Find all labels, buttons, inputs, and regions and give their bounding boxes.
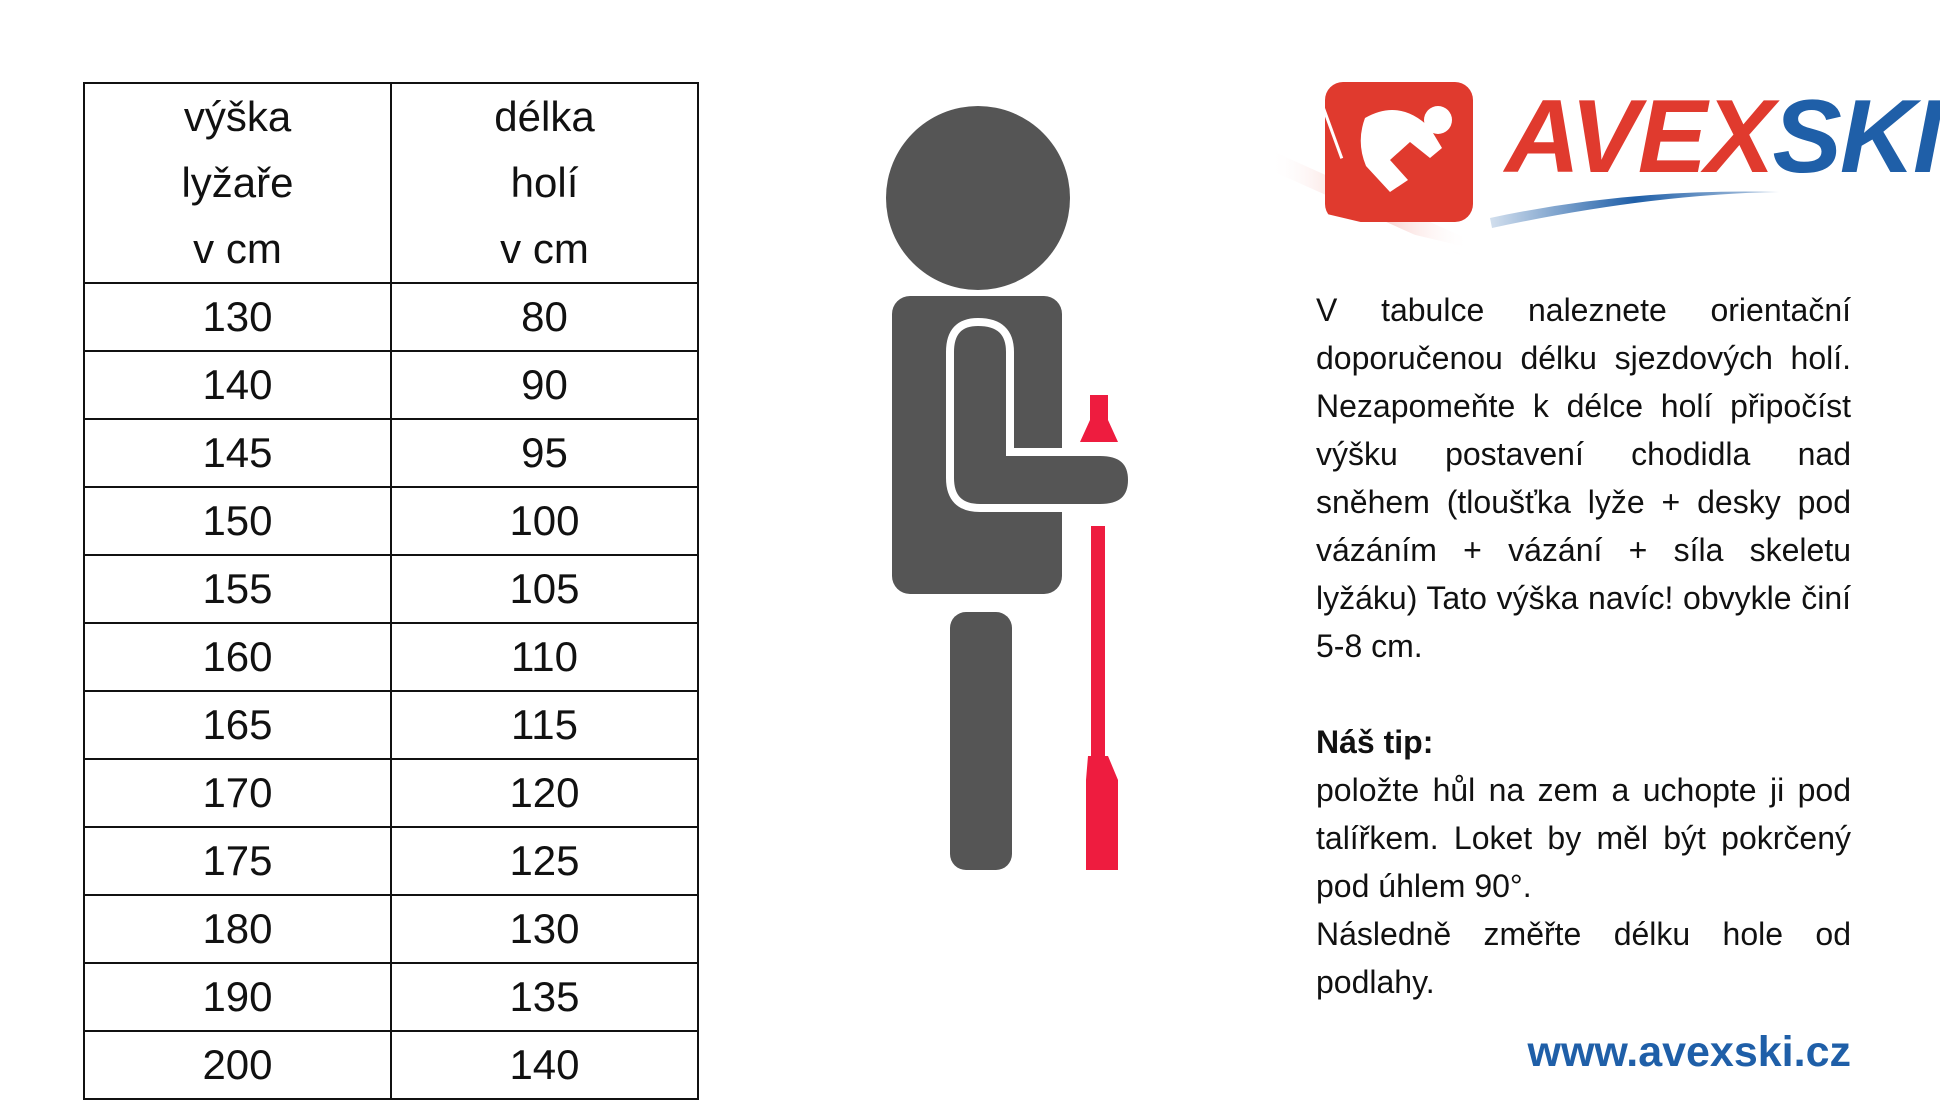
tip-text: položte hůl na zem a uchopte ji pod talířkem. Loket by měl být pokrčený pod úhlem 90°. <box>1316 772 1851 904</box>
pole-grip <box>1080 395 1118 442</box>
cell-pole-length: 125 <box>391 827 698 895</box>
table-row <box>84 691 698 759</box>
cell-skier-height: 170 <box>84 759 391 827</box>
logo-swoosh <box>1490 192 1780 228</box>
header-line: v cm <box>193 225 282 272</box>
cell-skier-height: 145 <box>84 419 391 487</box>
table-header-row <box>84 83 698 283</box>
table-row <box>84 827 698 895</box>
cell-pole-length: 100 <box>391 487 698 555</box>
cell-skier-height: 130 <box>84 283 391 351</box>
figure-head <box>886 106 1070 290</box>
cell-pole-length: 140 <box>391 1031 698 1099</box>
table-row <box>84 895 698 963</box>
table-row <box>84 623 698 691</box>
cell-skier-height: 180 <box>84 895 391 963</box>
table-row <box>84 1031 698 1099</box>
cell-skier-height: 140 <box>84 351 391 419</box>
header-skier-height <box>84 83 391 283</box>
cell-skier-height: 160 <box>84 623 391 691</box>
header-line: výška <box>183 93 292 140</box>
logo-wordmark <box>1505 79 1940 195</box>
table-row <box>84 351 698 419</box>
cell-pole-length: 110 <box>391 623 698 691</box>
pole-shaft <box>1091 526 1105 756</box>
cell-pole-length: 115 <box>391 691 698 759</box>
pole-size-table <box>83 82 699 1100</box>
cell-skier-height: 200 <box>84 1031 391 1099</box>
cell-pole-length: 90 <box>391 351 698 419</box>
header-pole-length <box>391 83 698 283</box>
tip-text-2: Následně změřte délku hole od podlahy. <box>1316 916 1851 1000</box>
logo-word-avex: AVEX <box>1505 79 1773 195</box>
logo-square <box>1325 82 1473 222</box>
cell-pole-length: 130 <box>391 895 698 963</box>
website-link[interactable]: www.avexski.cz <box>1527 1028 1851 1076</box>
paragraph-spacer <box>1316 670 1851 718</box>
header-line: v cm <box>500 225 589 272</box>
cell-skier-height: 175 <box>84 827 391 895</box>
figure-leg <box>950 612 1012 870</box>
table-row <box>84 759 698 827</box>
cell-pole-length: 120 <box>391 759 698 827</box>
cell-pole-length: 80 <box>391 283 698 351</box>
table-row <box>84 487 698 555</box>
info-text-block <box>1316 286 1851 1006</box>
table-row <box>84 555 698 623</box>
header-line: délka <box>494 93 595 140</box>
table-row <box>84 283 698 351</box>
tip-title: Náš tip: <box>1316 724 1434 760</box>
header-line: holí <box>510 159 579 206</box>
table-row <box>84 963 698 1031</box>
cell-skier-height: 155 <box>84 555 391 623</box>
cell-skier-height: 150 <box>84 487 391 555</box>
header-line: lyžaře <box>181 159 294 206</box>
table-row <box>84 419 698 487</box>
info-paragraph: V tabulce naleznete orientační doporučenou délku sjezdových holí. Nezapomeňte k délce holí připočíst výšku postavení chodidla nad sněhem (tloušťka lyže + desky pod vázáním + vázání + síla skeletu lyžáku) Tato výška navíc! obvykle činí 5-8 cm. <box>1316 292 1851 664</box>
skier-with-pole-icon <box>860 90 1160 880</box>
logo-word-ski: SKI <box>1772 79 1940 195</box>
cell-pole-length: 105 <box>391 555 698 623</box>
pole-basket <box>1086 756 1118 870</box>
cell-skier-height: 190 <box>84 963 391 1031</box>
cell-pole-length: 95 <box>391 419 698 487</box>
cell-pole-length: 135 <box>391 963 698 1031</box>
cell-skier-height: 165 <box>84 691 391 759</box>
